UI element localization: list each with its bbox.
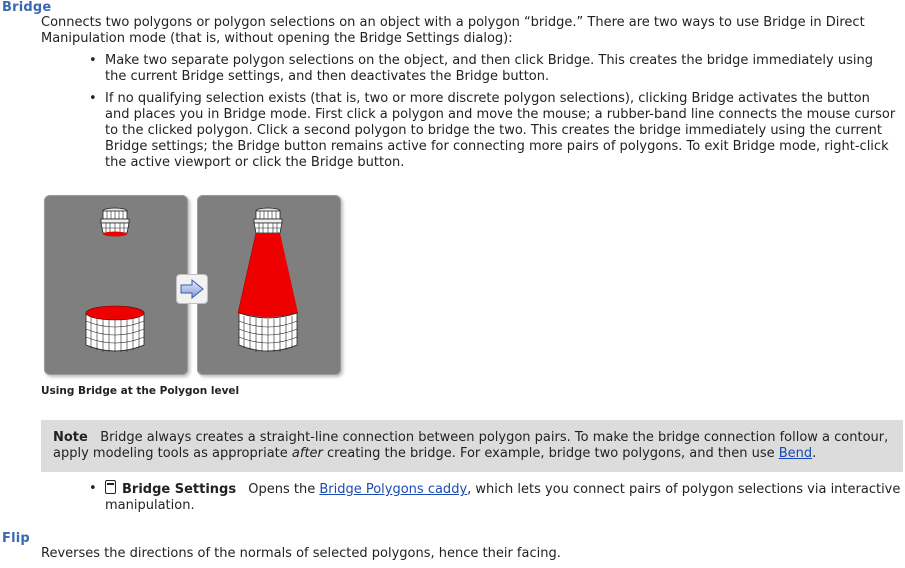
note-body-end: . (812, 446, 817, 461)
before-bridge-illustration (44, 195, 188, 375)
arrow-right-icon (176, 274, 208, 304)
bridge-usage-list (86, 53, 898, 171)
bridge-settings-title: Bridge Settings (122, 482, 237, 497)
list-item (86, 53, 898, 85)
bridged-model (238, 208, 298, 352)
bend-link[interactable]: Bend (778, 446, 813, 461)
bridge-settings-text-end: , which lets you connect pairs of polygon selections via interactive manipulation. (105, 482, 901, 513)
figure-caption: Using Bridge at the Polygon level (41, 385, 240, 397)
bridge-polygons-caddy-link[interactable]: Bridge Polygons caddy (319, 482, 468, 497)
bottom-cylinder-model (86, 306, 144, 352)
bridge-intro: Connects two polygons or polygon selections on an object with a polygon “bridge.” There are two ways to use Bridge in Direct Manipulation mode (that is, without opening the Bridge Settings dialog): (41, 15, 865, 46)
list-item (86, 91, 898, 171)
before-bridge-panel (44, 195, 188, 375)
note-body-middle: creating the bridge. For example, bridge two polygons, and then use (322, 446, 779, 461)
after-bridge-illustration (197, 195, 341, 375)
note-emphasis: after (291, 446, 323, 461)
note-label: Note (53, 430, 88, 445)
bridge-settings-text: Opens the (248, 482, 320, 497)
bridge-settings-item: • Bridge Settings Opens the Bridge Polygons caddy, which lets you connect pairs of polygon selections via interactive manipulation. (89, 481, 901, 513)
note-box (41, 420, 903, 472)
after-bridge-panel (197, 195, 341, 375)
flip-text: Reverses the directions of the normals of selected polygons, hence their facing. (41, 546, 561, 561)
bridge-heading: Bridge (2, 0, 52, 15)
note-body: Bridge always creates a straight-line connection between polygon pairs. To make the bridge connection follow a contour, apply modeling tools as appropriate (53, 430, 889, 461)
note-text (53, 430, 893, 462)
caddy-icon (105, 480, 116, 494)
top-cap-model (101, 208, 129, 237)
list-item-text: Make two separate polygon selections on the object, and then click Bridge. This creates the bridge immediately using the current Bridge settings, and then deactivates the Bridge button. (105, 53, 873, 84)
list-item-text: If no qualifying selection exists (that is, two or more discrete polygon selections), clicking Bridge activates the button and places you in Bridge mode. First click a polygon and move the mouse; a rubber-band line connects the mouse cursor to the clicked polygon. Click a second polygon to bridge the two. This creates the bridge immediately using the current Bridge settings; the Bridge button remains active for connecting more pairs of polygons. To exit Bridge mode, right-click the active viewport or click the Bridge button. (105, 91, 896, 170)
bridge-figure (44, 195, 344, 379)
flip-heading: Flip (2, 531, 30, 546)
